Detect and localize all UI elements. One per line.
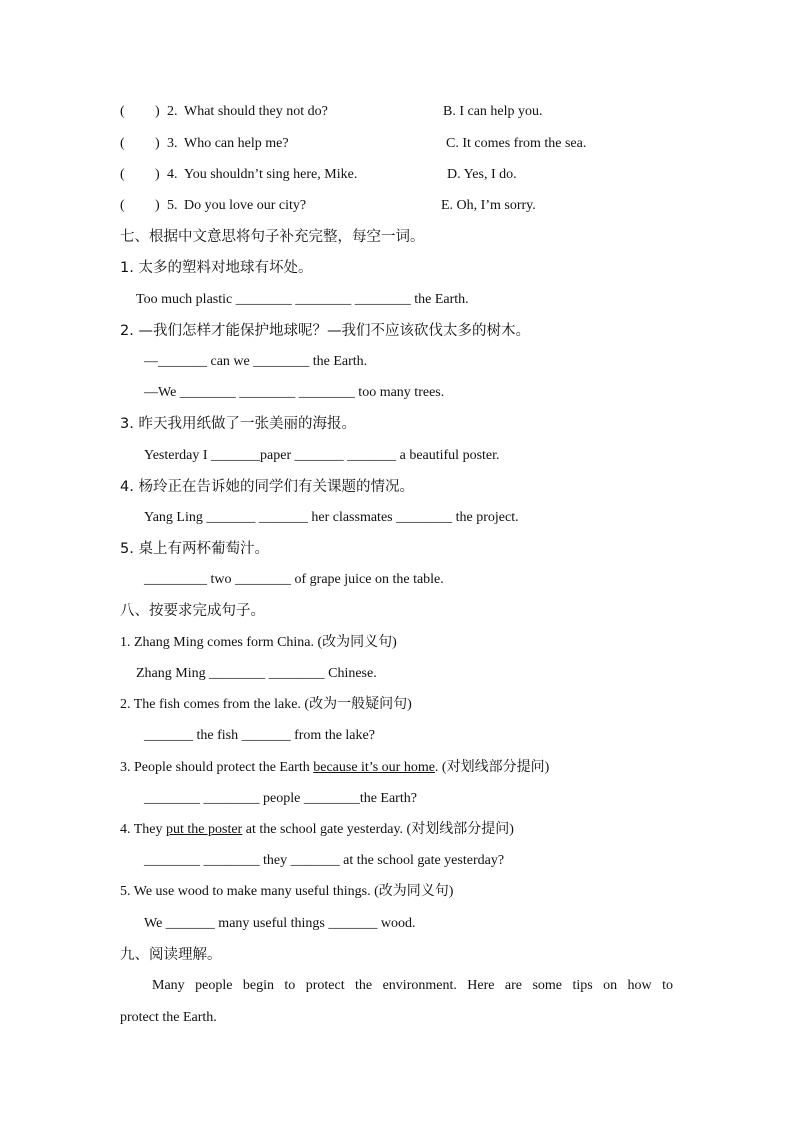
bracket-close: ): [155, 198, 160, 213]
task-sentence: [120, 882, 453, 902]
item-prompt: 1. 太多的塑料对地球有坏处。: [120, 260, 313, 276]
question-text: Who can help me?: [184, 136, 289, 151]
bracket-close: ): [155, 167, 160, 182]
answer-option: D. Yes, I do.: [447, 167, 517, 182]
fill-in-line: _________ two ________ of grape juice on the table.: [144, 572, 444, 587]
answer-line: Zhang Ming ________ ________ Chinese.: [136, 666, 377, 681]
task-sentence: [120, 695, 412, 715]
underlined-part: because it’s our home: [313, 760, 435, 775]
question-number: 4.: [167, 167, 178, 182]
question-number: 5.: [167, 198, 178, 213]
item-prompt: 4. 杨玲正在告诉她的同学们有关课题的情况。: [120, 479, 414, 495]
question-number: 2.: [167, 104, 178, 119]
answer-line: ________ ________ people ________the Earth?: [144, 791, 417, 806]
bracket-open: (: [120, 136, 125, 151]
fill-in-line: —_______ can we ________ the Earth.: [144, 354, 368, 369]
answer-line: We _______ many useful things _______ wood.: [144, 916, 416, 931]
question-text: You shouldn’t sing here, Mike.: [184, 167, 358, 182]
task-instruction: . (对划线部分提问): [434, 760, 550, 775]
fill-in-line: —We ________ ________ ________ too many trees.: [144, 385, 445, 400]
section-heading: 七、根据中文意思将句子补充完整，每空一词。: [120, 229, 425, 245]
task-text: 1. Zhang Ming comes form China. (改为同义句): [120, 635, 397, 650]
fill-in-line: Yesterday I _______paper _______ _______ a beautiful poster.: [144, 448, 500, 463]
answer-option: B. I can help you.: [443, 104, 543, 119]
question-text: Do you love our city?: [184, 198, 307, 213]
task-text: 3. People should protect the Earth: [120, 760, 314, 775]
answer-option: E. Oh, I’m sorry.: [441, 198, 536, 213]
fill-in-line: Too much plastic ________ ________ ________ the Earth.: [136, 292, 469, 307]
reading-paragraph-line: Many people begin to protect the environment. Here are some tips on how to: [152, 978, 673, 993]
item-prompt: 5. 桌上有两杯葡萄汁。: [120, 541, 269, 557]
answer-line: _______ the fish _______ from the lake?: [144, 728, 375, 743]
task-sentence: [120, 758, 549, 778]
bracket-close: ): [155, 136, 160, 151]
section-heading: 九、阅读理解。: [120, 947, 222, 963]
bracket-open: (: [120, 104, 125, 119]
item-prompt: 2. —我们怎样才能保护地球呢？—我们不应该砍伐太多的树木。: [120, 323, 530, 339]
task-text: 4. They: [120, 822, 167, 837]
reading-paragraph-line: protect the Earth.: [120, 1010, 217, 1025]
answer-option: C. It comes from the sea.: [446, 136, 587, 151]
item-prompt: 3. 昨天我用纸做了一张美丽的海报。: [120, 416, 356, 432]
task-sentence: [120, 820, 514, 840]
bracket-close: ): [155, 104, 160, 119]
section-heading: 八、按要求完成句子。: [120, 603, 265, 619]
task-text: 5. We use wood to make many useful things. (改为同义句): [120, 884, 454, 899]
bracket-open: (: [120, 198, 125, 213]
question-number: 3.: [167, 136, 178, 151]
question-text: What should they not do?: [184, 104, 328, 119]
bracket-open: (: [120, 167, 125, 182]
task-instruction: at the school gate yesterday. (对划线部分提问): [242, 822, 514, 837]
fill-in-line: Yang Ling _______ _______ her classmates ________ the project.: [144, 510, 519, 525]
answer-line: ________ ________ they _______ at the school gate yesterday?: [144, 853, 505, 868]
task-text: 2. The fish comes from the lake. (改为一般疑问句): [120, 697, 412, 712]
task-sentence: [120, 633, 397, 653]
underlined-part: put the poster: [166, 822, 243, 837]
